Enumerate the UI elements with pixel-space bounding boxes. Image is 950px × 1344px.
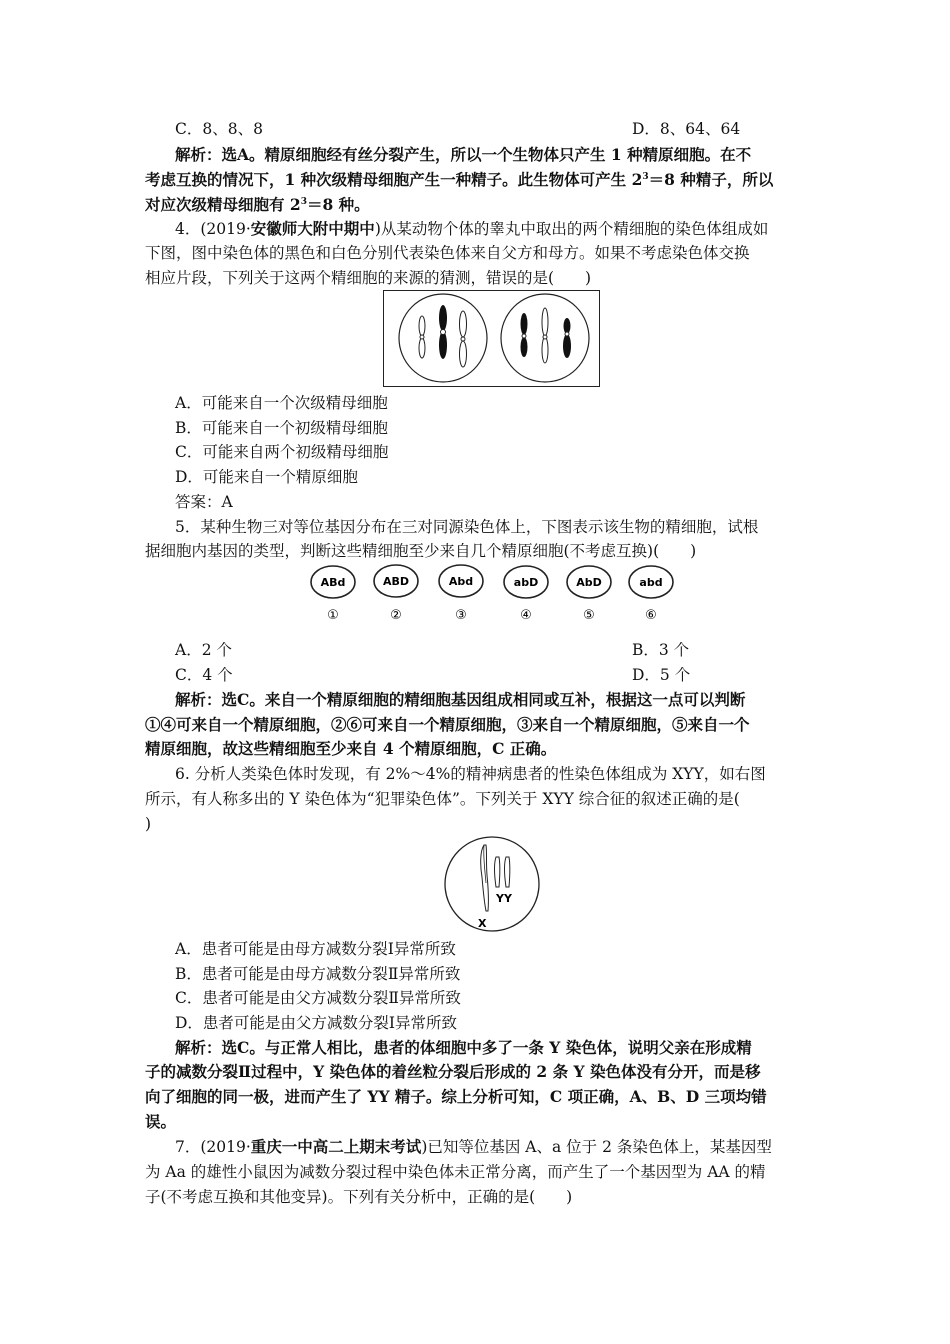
- q5-cell-3: [439, 565, 483, 623]
- q6-xyy-cell-figure: [440, 833, 548, 933]
- q6-option-a: A．患者可能是由母方减数分裂Ⅰ异常所致: [175, 940, 456, 958]
- q5-cell-6-number: ⑥: [645, 608, 657, 623]
- q4-stem-line2: 下图，图中染色体的黑色和白色分别代表染色体来自父方和母方。如果不考虑染色体交换: [145, 244, 750, 262]
- q3-analysis-line2: 考虑互换的情况下，1 种次级精母细胞产生一种精子。此生物体可产生 $2^3=8$ 种精子，所以: [145, 170, 774, 189]
- q5-analysis-line2: ①④可来自一个精原细胞，②⑥可来自一个精原细胞，③来自一个精原细胞，⑤来自一个: [145, 715, 750, 734]
- q5-option-d: D．5 个: [632, 666, 691, 684]
- q5-cell-6-genes: abd: [639, 576, 663, 589]
- q6-stem-line2: 所示，有人称多出的 Y 染色体为“犯罪染色体”。下列关于 XYY 综合征的叙述正确的是(: [145, 790, 740, 808]
- q5-cell-1-number: ①: [327, 608, 339, 623]
- q6-analysis-line3: 向了细胞的同一极，进而产生了 YY 精子。综上分析可知，C 项正确，A、B、D 三项均错: [145, 1087, 767, 1106]
- q5-cell-2-number: ②: [390, 608, 402, 623]
- q5-cell-4-number: ④: [520, 608, 532, 623]
- q3-analysis-line3: 对应次级精母细胞有 $2^3=8$ 种。: [145, 195, 370, 214]
- q5-cell-5: [567, 566, 611, 623]
- q4-sperm-cells-figure: [383, 290, 601, 388]
- q5-option-b: B．3 个: [632, 641, 690, 659]
- q3-analysis-line1: 解析：选A。精原细胞经有丝分裂产生，所以一个生物体只产生 1 种精原细胞。在不: [175, 145, 752, 164]
- q3-option-d: D．8、64、64: [632, 120, 741, 138]
- q3-option-c: C．8、8、8: [175, 120, 263, 138]
- q5-sperm-cells-figure: [300, 562, 680, 628]
- q5-cell-4: [504, 566, 548, 623]
- q5-option-c: C．4 个: [175, 666, 233, 684]
- q6-stem-line1: 6. 分析人类染色体时发现，有 2%～4%的精神病患者的性染色体组成为 XYY，如右图: [175, 765, 766, 783]
- q5-cell-2: [374, 565, 418, 623]
- q5-cell-6: [629, 566, 673, 623]
- q4-answer: 答案：A: [175, 493, 233, 511]
- q7-stem-line1: 7．(2019·重庆一中高二上期末考试)已知等位基因 A、a 位于 2 条染色体上，某基因型: [175, 1137, 772, 1156]
- q5-cell-3-genes: Abd: [448, 575, 474, 588]
- q4-option-a: A．可能来自一个次级精母细胞: [175, 394, 388, 412]
- q5-cell-5-number: ⑤: [583, 608, 595, 623]
- q6-analysis-line4: 误。: [145, 1112, 177, 1131]
- q6-analysis-line2: 子的减数分裂Ⅱ过程中，Y 染色体的着丝粒分裂后形成的 2 条 Y 染色体没有分开，而是移: [145, 1062, 761, 1081]
- q5-cell-3-number: ③: [455, 608, 467, 623]
- q5-analysis-line3: 精原细胞，故这些精细胞至少来自 4 个精原细胞，C 正确。: [145, 739, 557, 758]
- q5-cell-2-genes: ABD: [382, 575, 410, 588]
- q4-stem-line3: 相应片段，下列关于这两个精细胞的来源的猜测，错误的是( ): [145, 269, 592, 287]
- q7-stem-line3: 子(不考虑互换和其他变异)。下列有关分析中，正确的是( ): [145, 1188, 573, 1206]
- q4-stem-line1: 4．(2019·安徽师大附中期中)从某动物个体的睾丸中取出的两个精细胞的染色体组成如: [175, 219, 769, 238]
- q4-option-c: C．可能来自两个初级精母细胞: [175, 443, 389, 461]
- q7-stem-line2: 为 Aa 的雄性小鼠因为减数分裂过程中染色体未正常分离，而产生了一个基因型为 AA 的精: [145, 1163, 766, 1181]
- q5-analysis-line1: 解析：选C。来自一个精原细胞的精细胞基因组成相同或互补，根据这一点可以判断: [175, 690, 746, 709]
- q5-cell-1-genes: ABd: [320, 576, 346, 589]
- q6-option-b: B．患者可能是由母方减数分裂Ⅱ异常所致: [175, 965, 461, 983]
- q5-stem-line2: 据细胞内基因的类型，判断这些精细胞至少来自几个精原细胞(不考虑互换)( ): [145, 542, 697, 560]
- q5-option-a: A．2 个: [175, 641, 232, 659]
- q6-analysis-line1: 解析：选C。与正常人相比，患者的体细胞中多了一条 Y 染色体，说明父亲在形成精: [175, 1038, 752, 1057]
- q4-option-b: B．可能来自一个初级精母细胞: [175, 419, 388, 437]
- q4-option-d: D．可能来自一个精原细胞: [175, 468, 358, 486]
- q6-option-d: D．患者可能是由父方减数分裂Ⅰ异常所致: [175, 1014, 458, 1032]
- q6-option-c: C．患者可能是由父方减数分裂Ⅱ异常所致: [175, 989, 461, 1007]
- q5-cell-1: [311, 566, 355, 623]
- q6-label-x: X: [478, 917, 487, 930]
- q5-stem-line1: 5．某种生物三对等位基因分布在三对同源染色体上，下图表示该生物的精细胞，试根: [175, 518, 759, 536]
- q6-label-yy: YY: [496, 892, 512, 905]
- q6-stem-line3: ): [145, 815, 152, 833]
- q5-cell-4-genes: abD: [513, 576, 539, 589]
- q5-cell-5-genes: AbD: [576, 576, 602, 589]
